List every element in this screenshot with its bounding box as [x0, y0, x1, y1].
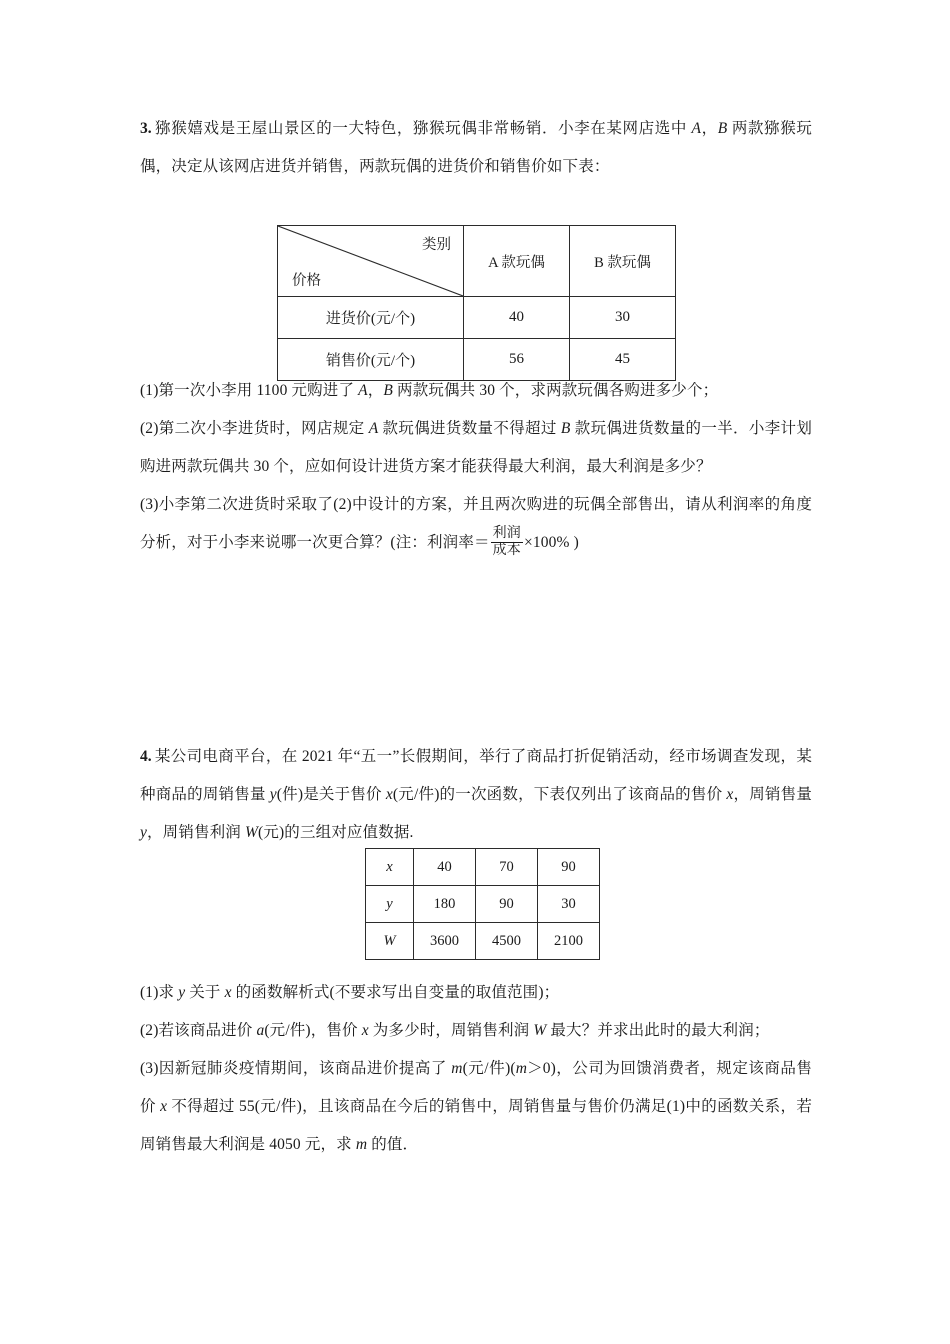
problem-3: [140, 110, 812, 562]
cell-w-3: 2100: [538, 923, 600, 960]
header-category-label: 类别: [422, 237, 451, 253]
problem-gap: [140, 562, 812, 738]
problem-3-question-3-text: (3)小李第二次进货时采取了(2)中设计的方案，并且两次购进的玩偶全部售出，请从利润率的角度分析，对于小李来说哪一次更合算？(注：利润率＝: [140, 496, 812, 551]
row-label-purchase-price: 进货价(元/个): [278, 297, 464, 339]
row-label-selling-price: 销售价(元/个): [278, 339, 464, 381]
row-label-w: [366, 923, 414, 960]
row-label-y: [366, 886, 414, 923]
cell-w-2: 4500: [476, 923, 538, 960]
row-label-x: [366, 849, 414, 886]
problem-3-formula-suffix: ×100% ): [523, 534, 579, 551]
cell-selling-price-b: 45: [570, 339, 676, 381]
cell-purchase-price-a: 40: [464, 297, 570, 339]
problem-4-question-2: (2)若该商品进价 a(元/件)，售价 x 为多少时，周销售利润 W 最大？并求出此时的最大利润；: [140, 1022, 770, 1039]
header-product-b: B 款玩偶: [570, 226, 676, 297]
label-w: W: [383, 932, 396, 949]
cell-y-1: 180: [414, 886, 476, 923]
table-row: [366, 849, 600, 886]
page-content: [140, 110, 812, 1164]
header-price-label: 价格: [292, 273, 321, 289]
diagonal-header-cell: [278, 226, 464, 297]
header-product-a: A 款玩偶: [464, 226, 570, 297]
problem-4-question-3: (3)因新冠肺炎疫情期间，该商品进价提高了 m(元/件)(m＞0)，公司为回馈消费者，规定该商品售价 x 不得超过 55(元/件)，且该商品在今后的销售中，周销售量与售价仍满足(1)中的函数关系，若周销售最大利润是 4050 元，求 m 的值．: [140, 1060, 812, 1153]
label-x: x: [386, 858, 393, 875]
cell-x-2: 70: [476, 849, 538, 886]
problem-3-number: 3.: [140, 120, 152, 137]
data-table-wrapper: [365, 848, 595, 960]
problem-3-stem: [140, 110, 812, 186]
table-row: [278, 226, 676, 297]
price-table-wrapper: [277, 225, 672, 381]
problem-4: [140, 738, 812, 1164]
problem-3-question-3: [140, 486, 812, 562]
cell-x-1: 40: [414, 849, 476, 886]
cell-selling-price-a: 56: [464, 339, 570, 381]
cell-y-2: 90: [476, 886, 538, 923]
table-row: [366, 886, 600, 923]
price-table: [277, 225, 676, 381]
label-y: y: [386, 895, 393, 912]
fraction-denominator: 成本: [492, 542, 521, 558]
cell-x-3: 90: [538, 849, 600, 886]
table-row: [366, 923, 600, 960]
problem-4-stem-text: 某公司电商平台，在 2021 年“五一”长假期间，举行了商品打折促销活动，经市场调查发现，某种商品的周销售量 y(件)是关于售价 x(元/件)的一次函数，下表仅列出了该商品的售价 x，周销售量 y，周销售利润 W(元)的三组对应值数据.: [140, 748, 812, 841]
profit-rate-fraction: [491, 526, 523, 558]
problem-3-question-1: (1)第一次小李用 1100 元购进了 A，B 两款玩偶共 30 个，求两款玩偶各购进多少个；: [140, 382, 719, 399]
cell-purchase-price-b: 30: [570, 297, 676, 339]
fraction-numerator: 利润: [492, 526, 521, 542]
table-row: [278, 297, 676, 339]
table-row: [278, 339, 676, 381]
sales-data-table: [365, 848, 600, 960]
problem-4-question-1: (1)求 y 关于 x 的函数解析式(不要求写出自变量的取值范围)；: [140, 984, 560, 1001]
cell-w-1: 3600: [414, 923, 476, 960]
problem-3-stem-text: 猕猴嬉戏是王屋山景区的一大特色，猕猴玩偶非常畅销．小李在某网店选中 A，B 两款猕猴玩偶，决定从该网店进货并销售，两款玩偶的进货价和销售价如下表：: [140, 120, 812, 175]
problem-3-question-2: (2)第二次小李进货时，网店规定 A 款玩偶进货数量不得超过 B 款玩偶进货数量的一半．小李计划购进两款玩偶共 30 个，应如何设计进货方案才能获得最大利润，最大利润是多少？: [140, 420, 813, 475]
problem-4-number: 4.: [140, 748, 152, 765]
cell-y-3: 30: [538, 886, 600, 923]
problem-4-stem: [140, 738, 812, 852]
